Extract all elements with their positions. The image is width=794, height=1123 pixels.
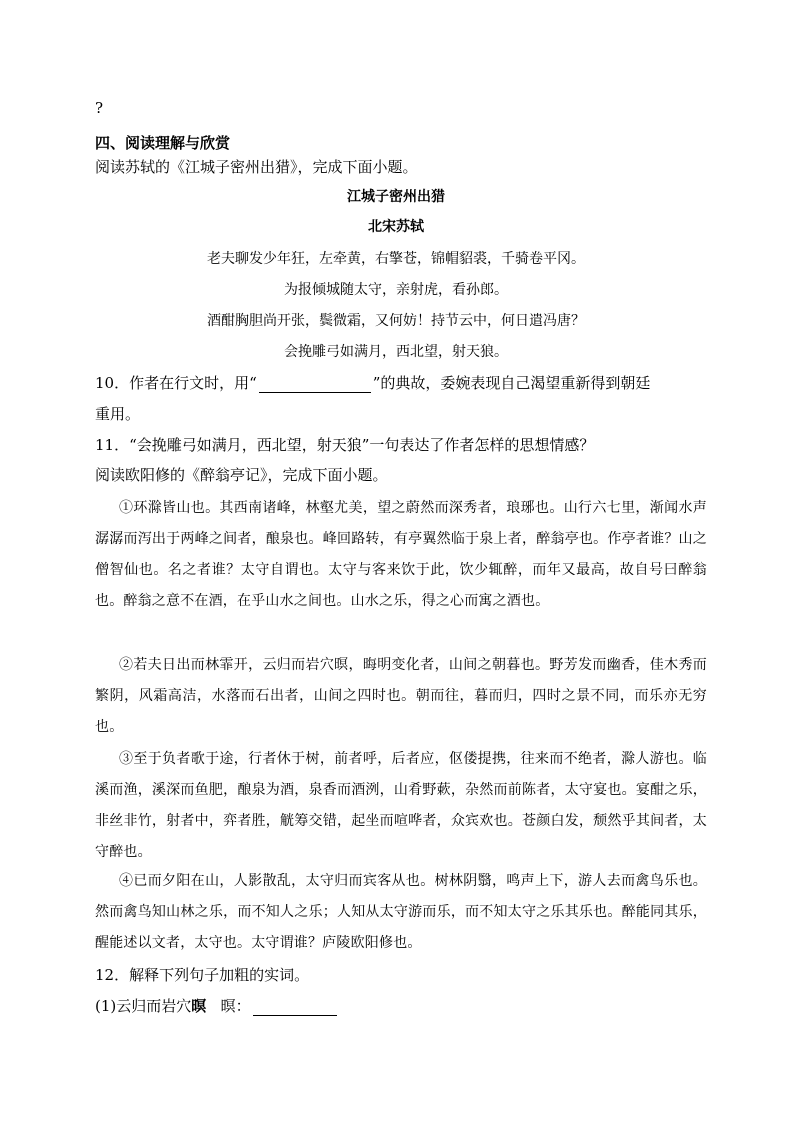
poem-line: 为报倾城随太守，亲射虎，看孙郎。 (284, 282, 508, 298)
answer-blank-12-1[interactable] (253, 999, 337, 1016)
poem-line: 会挽雕弓如满月，西北望，射天狼。 (284, 344, 508, 360)
reading-intro-poem: 阅读苏轼的《江城子密州出猎》，完成下面小题。 (95, 158, 418, 176)
poem-title: 江城子密州出猎 (347, 189, 445, 205)
answer-blank-10[interactable] (259, 376, 371, 393)
question-mark: ? (95, 99, 104, 117)
essay-paragraph-2: ②若夫日出而林霏开，云归而岩穴暝，晦明变化者，山间之朝暮也。野芳发而幽香，佳木秀而繁阴，风霜高洁，水落而石出者，山间之四时也。朝而往，暮而归，四时之景不同，而乐亦无穷也。 (95, 657, 707, 735)
reading-intro-essay: 阅读欧阳修的《醉翁亭记》，完成下面小题。 (95, 466, 388, 484)
bold-keyword: 暝 (191, 997, 207, 1015)
item-1-label: 暝： (220, 997, 251, 1015)
item-1-prefix: (1)云归而岩穴 (95, 997, 192, 1015)
poem-line: 老夫聊发少年狂，左牵黄，右擎苍，锦帽貂裘，千骑卷平冈。 (207, 251, 585, 267)
question-10-text-after: ”的典故，委婉表现自己渴望重新得到朝廷 (372, 374, 651, 392)
section-heading: 四、阅读理解与欣赏 (95, 134, 231, 152)
essay-paragraph-3: ③至于负者歌于途，行者休于树，前者呼，后者应，伛偻提携，往来而不绝者，滁人游也。临溪而渔，溪深而鱼肥，酿泉为酒，泉香而酒洌，山肴野蔌，杂然而前陈者，太守宴也。宴酣之乐，非丝非竹，射者中，弈者胜，觥筹交错，起坐而喧哗者，众宾欢也。苍颜白发，颓然乎其间者，太守醉也。 (95, 751, 707, 860)
question-10 (95, 373, 650, 393)
question-12: 12．解释下列句子加粗的实词。 (95, 966, 310, 984)
question-11: 11．“会挽雕弓如满月，西北望，射天狼”一句表达了作者怎样的思想情感？ (95, 436, 595, 454)
poem-author: 北宋苏轼 (368, 219, 424, 235)
essay-paragraph-1: ①环滁皆山也。其西南诸峰，林壑尤美，望之蔚然而深秀者，琅琊也。山行六七里，渐闻水声潺潺而泻出于两峰之间者，酿泉也。峰回路转，有亭翼然临于泉上者，醉翁亭也。作亭者谁？山之僧智仙也。名之者谁？太守自谓也。太守与客来饮于此，饮少辄醉，而年又最高，故自号曰醉翁也。醉翁之意不在酒，在乎山水之间也。山水之乐，得之心而寓之酒也。 (95, 500, 707, 609)
question-10-continuation: 重用。 (95, 405, 141, 423)
question-10-text-before: 10．作者在行文时，用“ (95, 374, 257, 392)
poem-line: 酒酣胸胆尚开张，鬓微霜，又何妨！持节云中，何日遣冯唐？ (207, 313, 585, 329)
question-12-item-1 (95, 996, 337, 1016)
essay-paragraph-4: ④已而夕阳在山，人影散乱，太守归而宾客从也。树林阴翳，鸣声上下，游人去而禽鸟乐也。然而禽鸟知山林之乐，而不知人之乐；人知从太守游而乐，而不知太守之乐其乐也。醉能同其乐，醒能述以文者，太守也。太守谓谁？庐陵欧阳修也。 (95, 873, 707, 951)
